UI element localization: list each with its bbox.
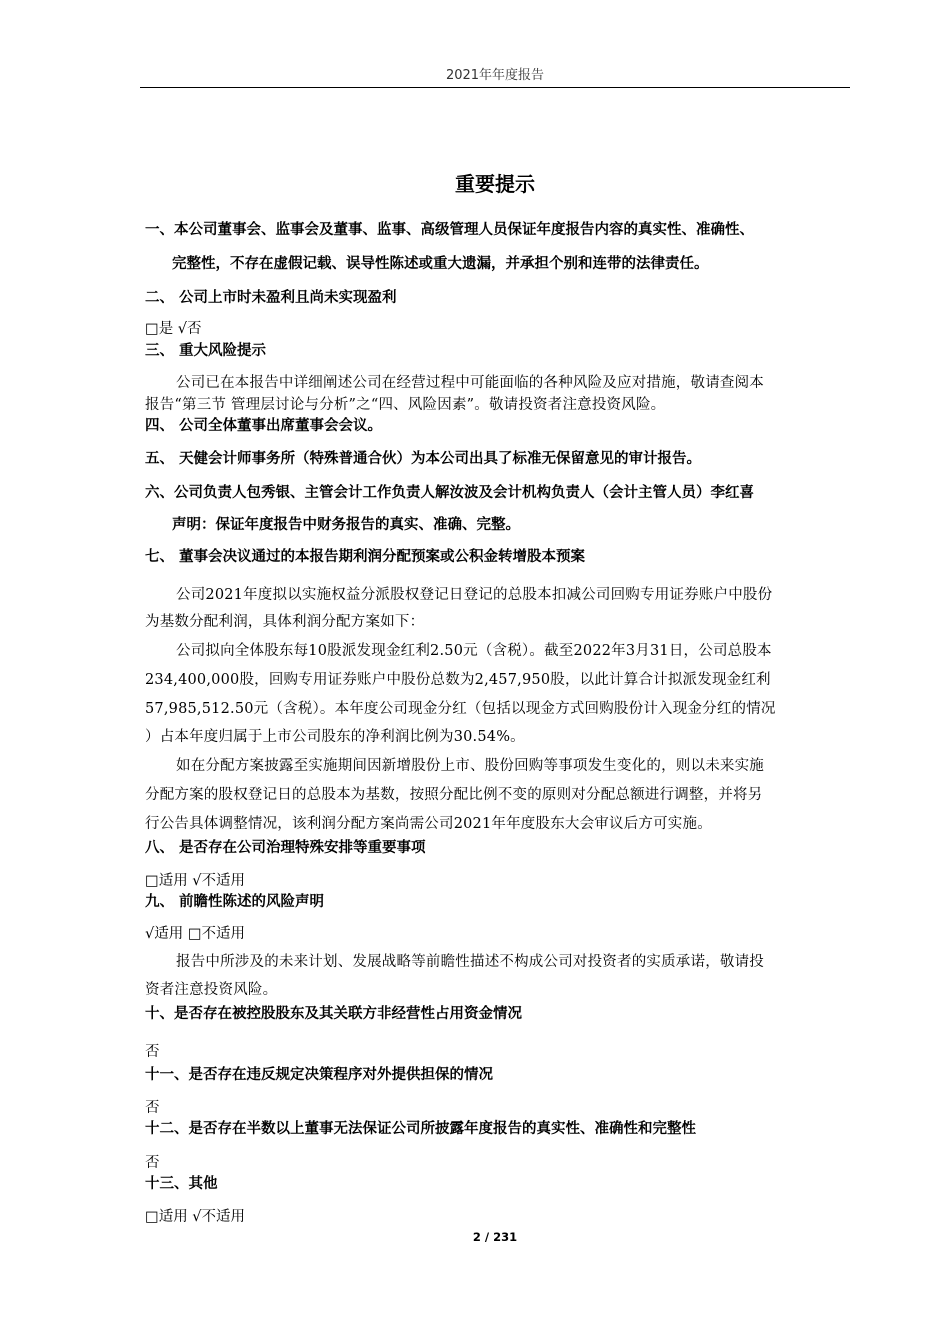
section-4-heading: 四、 公司全体董事出席董事会会议。 [145, 418, 383, 434]
section-1-line-2: 完整性，不存在虚假记载、误导性陈述或重大遗漏，并承担个别和连带的法律责任。 [172, 256, 709, 272]
section-7-p3-line-2: 分配方案的股权登记日的总股本为基数，按照分配比例不变的原则对分配总额进行调整，并将另 [145, 787, 763, 803]
section-3-line-2: 报告“第三节 管理层讨论与分析”之“四、风险因素”。敬请投资者注意投资风险。 [145, 397, 666, 413]
section-13-option: □适用 √不适用 [145, 1209, 246, 1225]
section-7-p3-line-1: 如在分配方案披露至实施期间因新增股份上市、股份回购等事项发生变化的，则以未来实施 [176, 758, 764, 774]
section-11-answer: 否 [145, 1100, 160, 1116]
section-12-answer: 否 [145, 1155, 160, 1171]
section-7-p1-line-1: 公司2021年度拟以实施权益分派股权登记日登记的总股本扣减公司回购专用证券账户中股份 [176, 587, 773, 603]
section-2-option: □是 √否 [145, 321, 202, 337]
section-5-heading: 五、 天健会计师事务所（特殊普通合伙）为本公司出具了标准无保留意见的审计报告。 [145, 451, 702, 467]
section-10-answer: 否 [145, 1044, 160, 1060]
header-rule [140, 87, 850, 88]
section-3-line-1: 公司已在本报告中详细阐述公司在经营过程中可能面临的各种风险及应对措施，敬请查阅本 [176, 375, 764, 391]
section-7-p2-line-4: ）占本年度归属于上市公司股东的净利润比例为30.54%。 [145, 729, 525, 745]
section-7-p1-line-2: 为基数分配利润，具体利润分配方案如下： [145, 614, 425, 630]
section-6-line-2: 声明：保证年度报告中财务报告的真实、准确、完整。 [172, 517, 520, 533]
section-7-p2-line-1: 公司拟向全体股东每10股派发现金红利2.50元（含税）。截至2022年3月31日，公司总股本 [176, 643, 772, 659]
section-12-heading: 十二、是否存在半数以上董事无法保证公司所披露年度报告的真实性、准确性和完整性 [145, 1121, 696, 1137]
page-number: 2 / 231 [472, 1230, 518, 1244]
section-2-heading: 二、 公司上市时未盈利且尚未实现盈利 [145, 290, 397, 306]
section-9-line-2: 资者注意投资风险。 [145, 982, 278, 998]
section-6-line-1: 六、公司负责人包秀银、主管会计工作负责人解汝波及会计机构负责人（会计主管人员）李红喜 [145, 485, 754, 501]
section-9-line-1: 报告中所涉及的未来计划、发展战略等前瞻性描述不构成公司对投资者的实质承诺，敬请投 [176, 954, 764, 970]
section-13-heading: 十三、其他 [145, 1176, 218, 1192]
section-7-p2-line-2: 234,400,000股，回购专用证券账户中股份总数为2,457,950股，以此计算合计拟派发现金红利 [145, 672, 771, 688]
section-9-option: √适用 □不适用 [145, 926, 246, 942]
section-1-line-1: 一、本公司董事会、监事会及董事、监事、高级管理人员保证年度报告内容的真实性、准确性、 [145, 222, 754, 238]
section-10-heading: 十、是否存在被控股股东及其关联方非经营性占用资金情况 [145, 1006, 522, 1022]
section-7-p2-line-3: 57,985,512.50元（含税）。本年度公司现金分红（包括以现金方式回购股份计入现金分红的情况 [145, 701, 776, 717]
section-3-heading: 三、 重大风险提示 [145, 343, 267, 359]
running-header: 2021年年度报告 [445, 68, 545, 83]
section-8-heading: 八、 是否存在公司治理特殊安排等重要事项 [145, 840, 426, 856]
section-8-option: □适用 √不适用 [145, 873, 246, 889]
section-7-heading: 七、 董事会决议通过的本报告期利润分配预案或公积金转增股本预案 [145, 549, 586, 565]
section-9-heading: 九、 前瞻性陈述的风险声明 [145, 894, 325, 910]
page-title: 重要提示 [455, 172, 535, 196]
section-7-p3-line-3: 行公告具体调整情况，该利润分配方案尚需公司2021年年度股东大会审议后方可实施。 [145, 816, 712, 832]
section-11-heading: 十一、是否存在违反规定决策程序对外提供担保的情况 [145, 1067, 493, 1083]
